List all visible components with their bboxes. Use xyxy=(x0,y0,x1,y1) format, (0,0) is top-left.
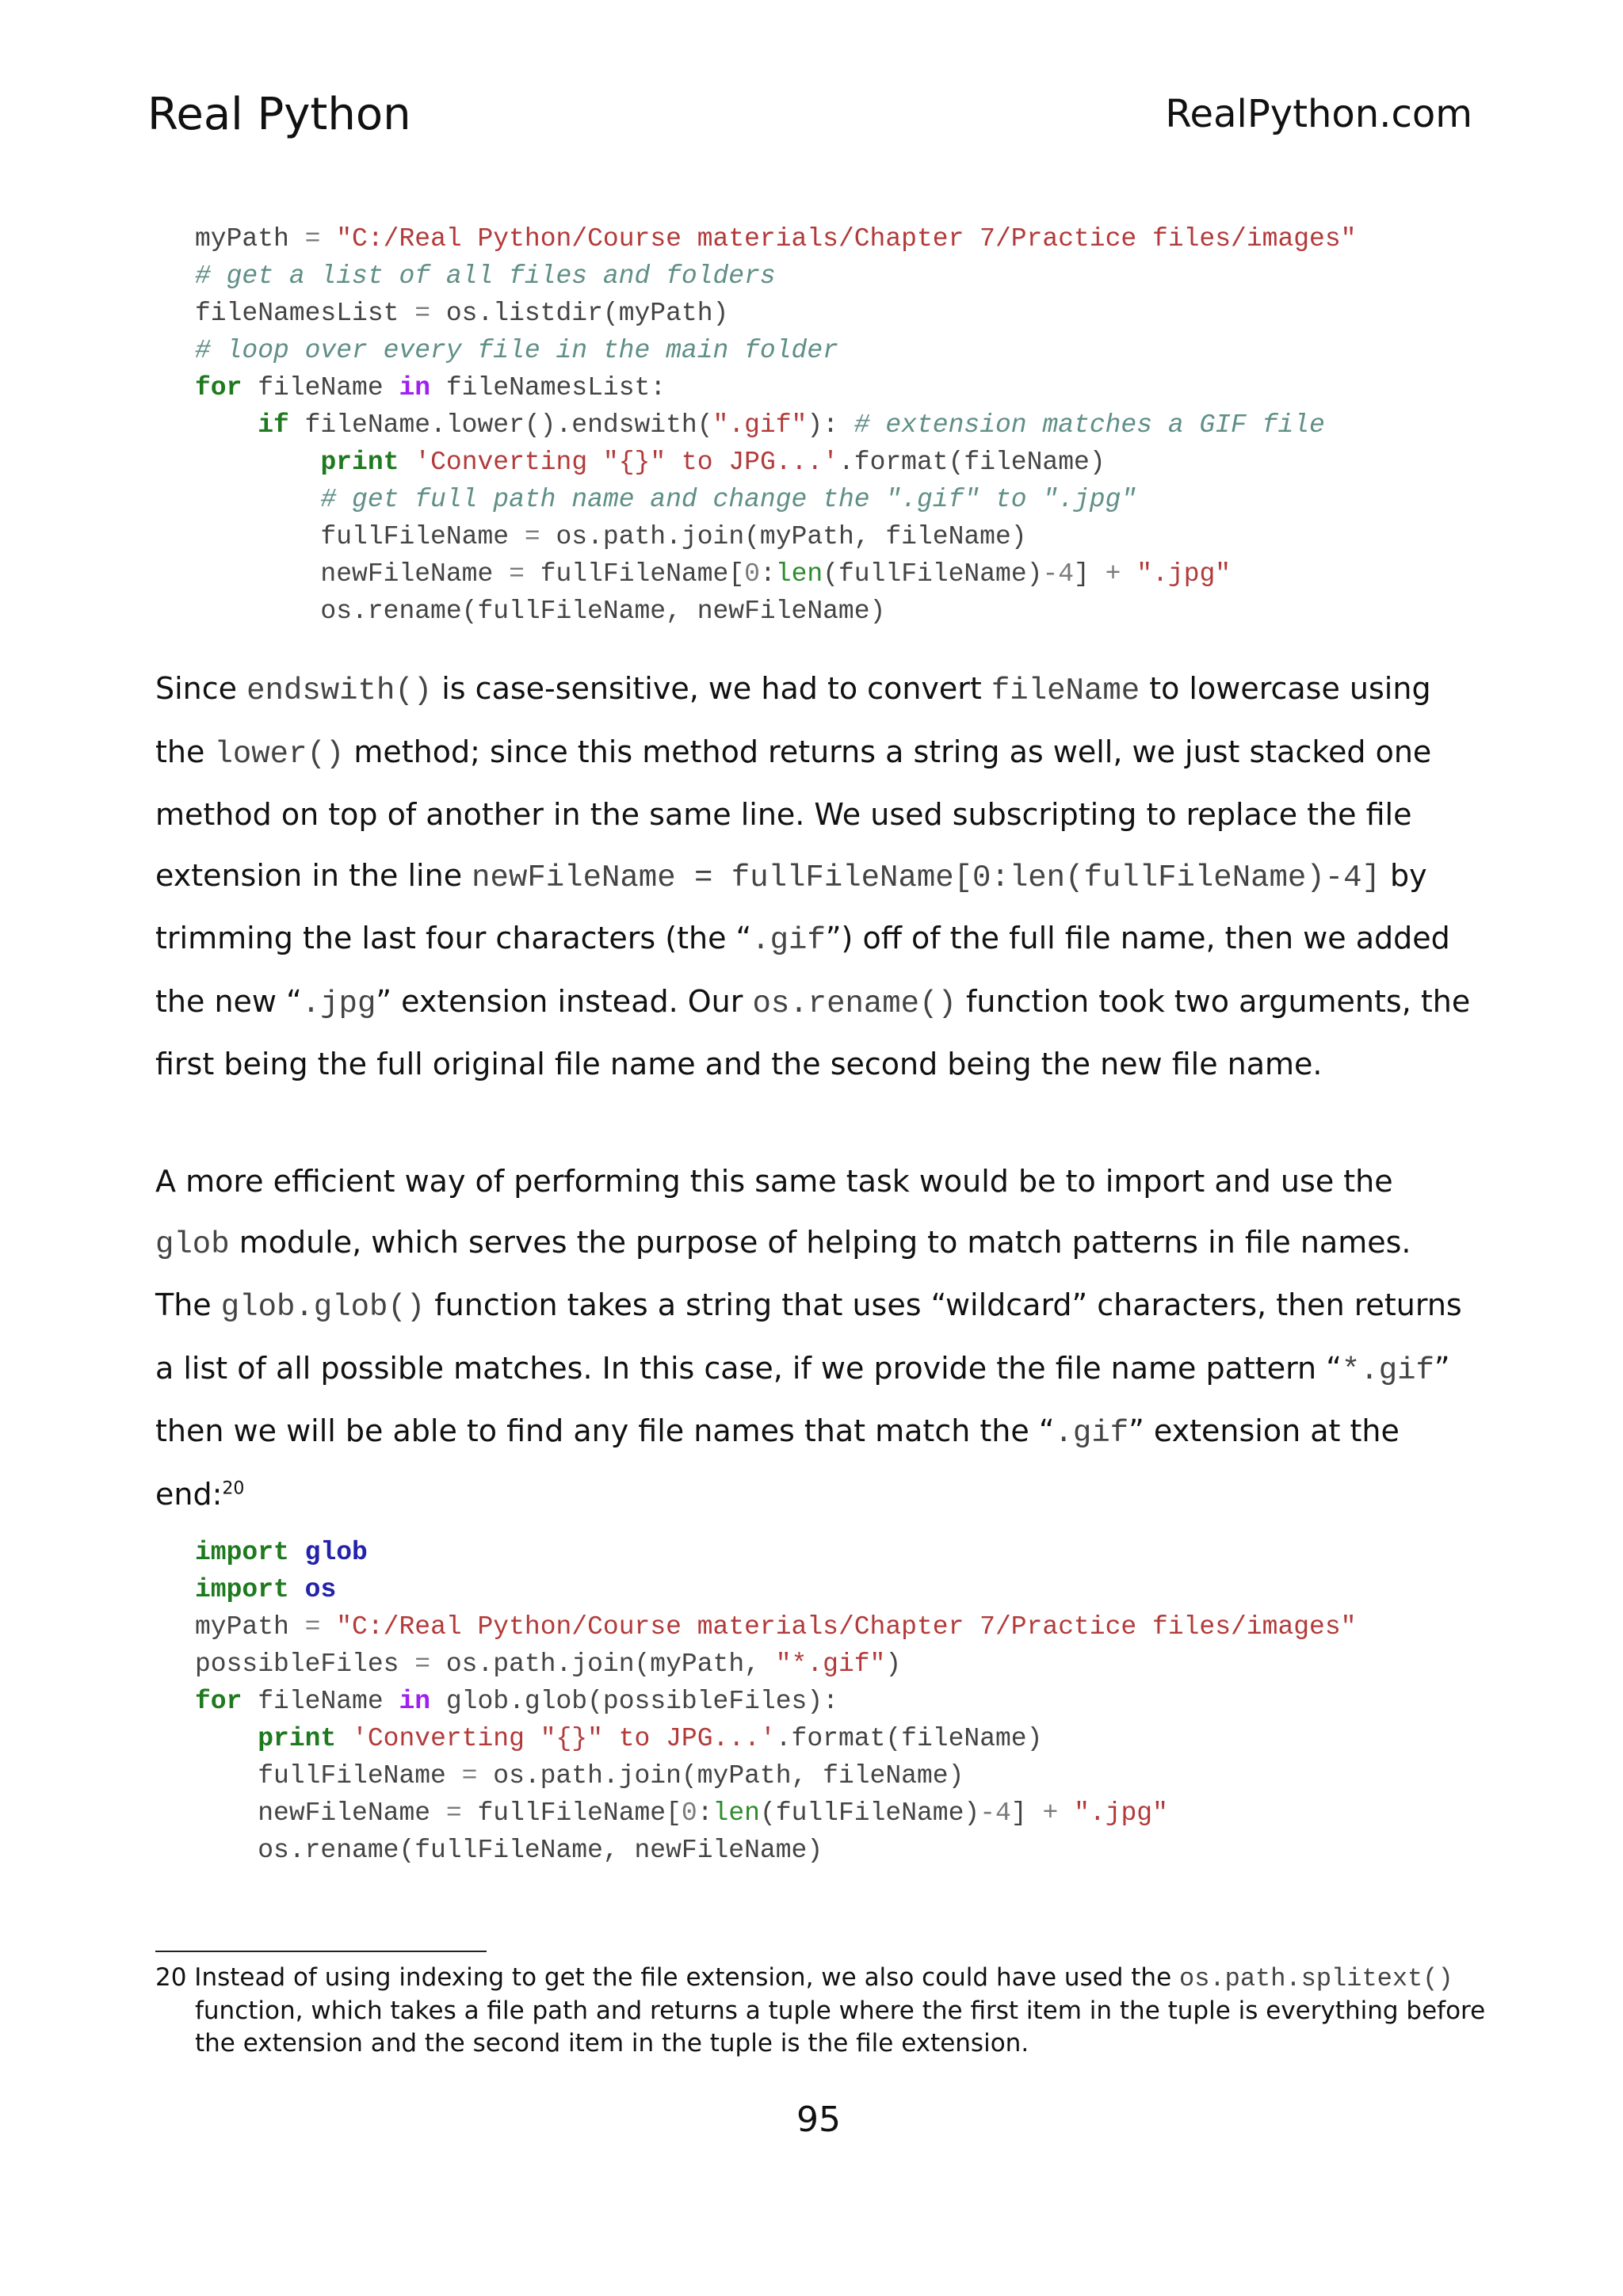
code-line xyxy=(195,518,1356,555)
footnote-ref: 20 xyxy=(222,1478,245,1498)
code-token: (fullFileName) xyxy=(759,1798,980,1828)
inline-code: endswith() xyxy=(246,673,433,708)
text-run: method; since this method returns a string as well, we just stacked one method on top of another in the same line. We used subscripting to replace the file extension in the line xyxy=(155,734,1432,893)
code-token: os.path.join(myPath, fileName) xyxy=(477,1761,964,1791)
inline-code: .gif xyxy=(751,923,826,958)
code-token xyxy=(1121,559,1136,589)
code-token: fileNamesList xyxy=(195,299,415,328)
text-run: function takes a string that uses “wildcard” characters, then returns a list of all possible matches. In this case, if we provide the file name pattern “ xyxy=(155,1287,1462,1386)
code-token: import xyxy=(195,1538,289,1567)
code-token: len xyxy=(775,559,823,589)
inline-code: os.rename() xyxy=(752,986,957,1021)
code-token: fileName.lower().endswith( xyxy=(288,410,713,440)
code-token: os.rename(fullFileName, newFileName) xyxy=(195,1836,823,1865)
code-token: ] xyxy=(1010,1798,1043,1828)
code-token: + xyxy=(1042,1798,1059,1828)
code-token: .format(fileName) xyxy=(838,448,1106,477)
code-token: 0 xyxy=(744,559,760,589)
code-token: myPath xyxy=(195,1612,305,1642)
inline-code: .jpg xyxy=(301,986,376,1021)
code-line xyxy=(195,1683,1356,1720)
code-token xyxy=(320,1612,336,1642)
code-token: = xyxy=(461,1761,478,1791)
code-token: possibleFiles xyxy=(195,1650,415,1679)
footnote-20 xyxy=(155,1962,1520,2060)
code-line xyxy=(195,1608,1356,1646)
code-token: fullFileName xyxy=(195,522,525,551)
code-token: fileName xyxy=(242,1687,399,1716)
code-line xyxy=(195,406,1356,444)
code-token: ) xyxy=(885,1650,902,1679)
code-token: ] xyxy=(1074,559,1106,589)
code-token: for xyxy=(195,1687,242,1716)
code-line xyxy=(195,1757,1356,1794)
code-token: if xyxy=(258,410,289,440)
code-token: for xyxy=(195,373,242,402)
code-token: = xyxy=(524,522,540,551)
code-token: -4 xyxy=(980,1798,1011,1828)
code-token xyxy=(195,410,258,440)
paragraph-endswith-explanation xyxy=(155,658,1475,1095)
code-token: = xyxy=(445,1798,462,1828)
code-token: fullFileName[ xyxy=(461,1798,682,1828)
inline-code: newFileName = fullFileName[0:len(fullFileName)-4] xyxy=(472,860,1381,895)
code-token xyxy=(399,448,414,477)
text-run: to lowercase using the xyxy=(155,671,1431,769)
code-token: .format(fileName) xyxy=(775,1724,1043,1753)
text-run: function took two arguments, the first being the full original file name and the second being the new file name. xyxy=(155,983,1471,1081)
text-run: module, which serves the purpose of helping to match patterns in file names. The xyxy=(155,1224,1411,1322)
code-token: import xyxy=(195,1575,289,1604)
code-token: -4 xyxy=(1042,559,1075,589)
code-token: 'Converting "{}" to JPG...' xyxy=(352,1724,776,1753)
code-token: os xyxy=(304,1575,337,1604)
code-token: ".jpg" xyxy=(1136,559,1232,589)
text-run: 20 Instead of using indexing to get the file extension, we also could have used the xyxy=(155,1963,1179,1992)
code-line xyxy=(195,332,1356,369)
text-run: ” then we will be able to find any file names that match the “ xyxy=(155,1350,1450,1448)
text-run: ” extension at the end: xyxy=(155,1413,1400,1512)
code-token: "*.gif" xyxy=(775,1650,886,1679)
code-block-rename-loop xyxy=(195,220,1356,630)
paragraph-glob-explanation xyxy=(155,1151,1475,1524)
text-run: ”) off of the full file name, then we added the new “ xyxy=(155,921,1450,1019)
text-run: ” extension instead. Our xyxy=(376,983,753,1019)
code-token: 'Converting "{}" to JPG...' xyxy=(414,448,838,477)
code-token: fileName xyxy=(242,373,399,402)
code-line xyxy=(195,481,1356,518)
code-token xyxy=(336,1724,352,1753)
code-line xyxy=(195,1832,1356,1869)
code-token xyxy=(195,485,320,514)
code-token: = xyxy=(414,299,431,328)
code-line xyxy=(195,1720,1356,1757)
code-token: ): xyxy=(807,410,854,440)
code-line xyxy=(195,369,1356,406)
inline-code: .gif xyxy=(1054,1416,1129,1451)
code-line xyxy=(195,593,1356,630)
code-token: ".gif" xyxy=(712,410,808,440)
code-token: ".jpg" xyxy=(1074,1798,1168,1828)
code-token: fullFileName xyxy=(195,1761,462,1791)
site-name: RealPython.com xyxy=(1165,92,1472,136)
code-token: "C:/Real Python/Course materials/Chapter 7/Practice files/images" xyxy=(336,1612,1357,1642)
code-token: = xyxy=(304,1612,321,1642)
code-token: os.path.join(myPath, xyxy=(430,1650,776,1679)
inline-code: glob.glob() xyxy=(220,1290,426,1325)
code-token: os.rename(fullFileName, newFileName) xyxy=(195,597,886,626)
code-line xyxy=(195,1571,1356,1608)
code-token: fullFileName[ xyxy=(524,559,745,589)
code-token: = xyxy=(304,224,321,254)
page-number: 95 xyxy=(796,2100,841,2140)
code-token xyxy=(195,448,320,477)
text-run: function, which takes a file path and returns a tuple where the first item in the tuple is everything before the extension and the second item in the tuple is the file extension. xyxy=(195,1997,1486,2058)
code-token: # extension matches a GIF file xyxy=(854,410,1325,440)
inline-code: *.gif xyxy=(1341,1352,1434,1388)
inline-code: glob xyxy=(155,1226,230,1262)
code-token: = xyxy=(509,559,525,589)
code-token: (fullFileName) xyxy=(823,559,1043,589)
code-token: newFileName xyxy=(195,1798,446,1828)
text-run: A more efficient way of performing this same task would be to import and use the xyxy=(155,1164,1393,1199)
code-token: # get full path name and change the ".gif" to ".jpg" xyxy=(320,485,1137,514)
inline-code: lower() xyxy=(214,736,345,772)
code-token: in xyxy=(399,373,431,402)
code-line xyxy=(195,1794,1356,1832)
inline-code: fileName xyxy=(991,673,1140,708)
code-block-glob xyxy=(195,1534,1356,1869)
code-token: print xyxy=(258,1724,337,1753)
code-token xyxy=(1058,1798,1074,1828)
code-line xyxy=(195,220,1356,257)
code-line xyxy=(195,555,1356,593)
code-token: fileNamesList: xyxy=(430,373,666,402)
code-line xyxy=(195,1534,1356,1571)
code-line xyxy=(195,295,1356,332)
text-run: is case-sensitive, we had to convert xyxy=(432,671,991,706)
footnote-divider xyxy=(155,1951,487,1952)
code-token: newFileName xyxy=(195,559,510,589)
code-token: len xyxy=(712,1798,760,1828)
code-token xyxy=(320,224,336,254)
code-token: "C:/Real Python/Course materials/Chapter 7/Practice files/images" xyxy=(336,224,1357,254)
code-token: 0 xyxy=(681,1798,697,1828)
code-token: # loop over every file in the main folder xyxy=(195,336,838,365)
code-token: + xyxy=(1105,559,1121,589)
code-token: glob.glob(possibleFiles): xyxy=(430,1687,838,1716)
code-token: = xyxy=(414,1650,431,1679)
code-token: : xyxy=(759,559,776,589)
code-token: os.listdir(myPath) xyxy=(430,299,729,328)
code-token: # get a list of all files and folders xyxy=(195,261,776,291)
code-token xyxy=(289,1575,305,1604)
code-token xyxy=(195,1724,258,1753)
inline-code: os.path.splitext() xyxy=(1179,1964,1453,1993)
text-run: by trimming the last four characters (the “ xyxy=(155,857,1427,955)
code-token: os.path.join(myPath, fileName) xyxy=(540,522,1027,551)
code-token: glob xyxy=(304,1538,368,1567)
book-title: Real Python xyxy=(147,89,411,140)
code-line xyxy=(195,1646,1356,1683)
code-token: in xyxy=(399,1687,431,1716)
text-run: Since xyxy=(155,671,247,706)
code-line xyxy=(195,257,1356,295)
code-line xyxy=(195,444,1356,481)
code-token xyxy=(289,1538,305,1567)
code-token: print xyxy=(320,448,399,477)
code-token: : xyxy=(697,1798,713,1828)
code-token: myPath xyxy=(195,224,305,254)
